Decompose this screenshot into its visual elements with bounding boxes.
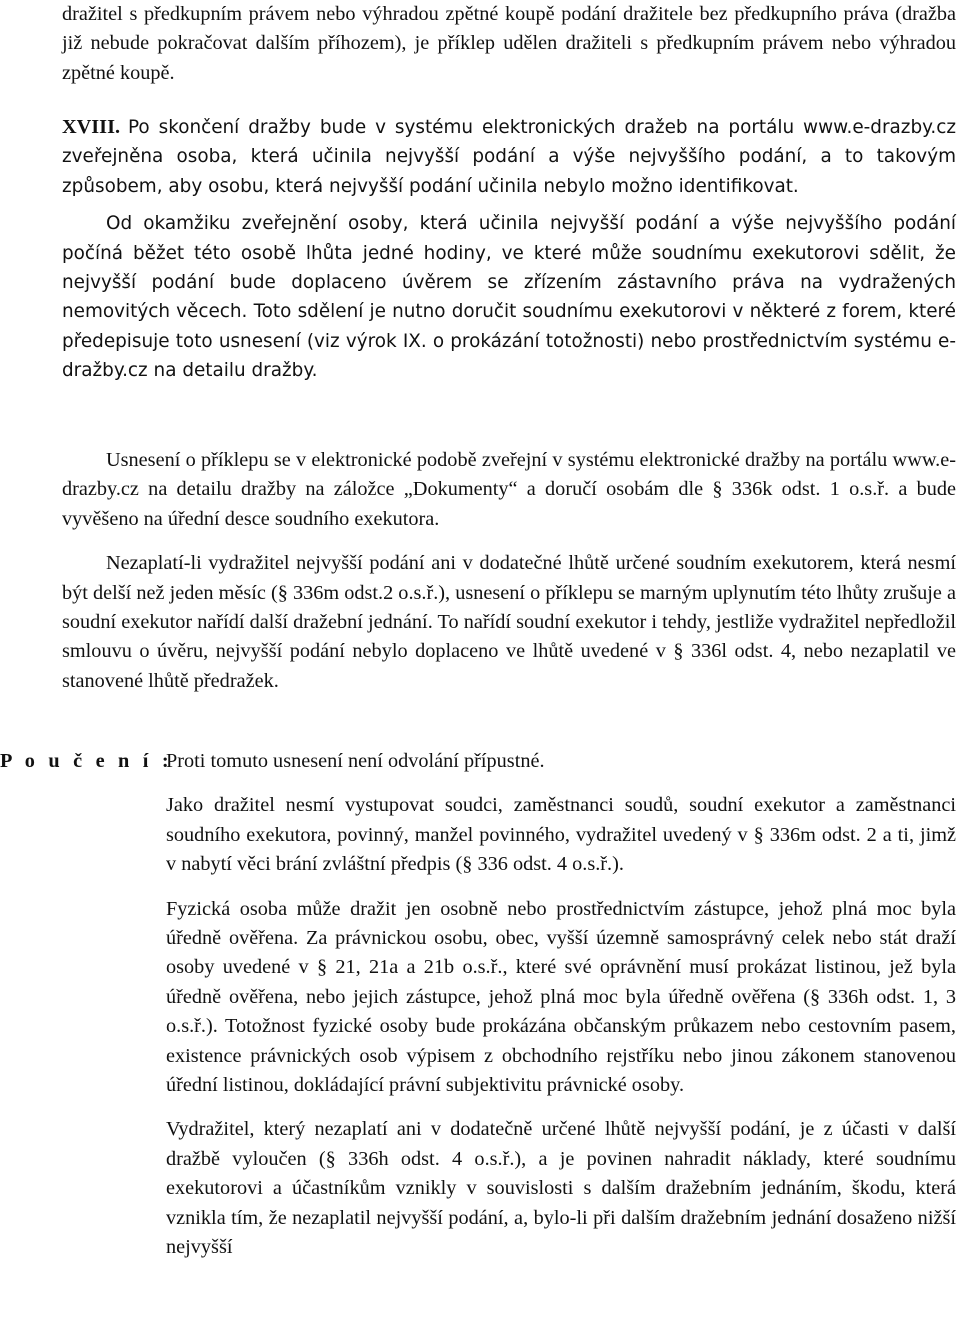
pouceni-paragraph-2: Jako dražitel nesmí vystupovat soudci, zaměstnanci soudů, soudní exekutor a zaměstnanci soudního exekutora, povinný, manžel povinného, vydražitel uvedený v § 336m odst. 2 a ti, jimž v nabytí věci brání zvláštní předpis (§ 336 odst. 4 o.s.ř.). [166, 794, 956, 876]
section-19-paragraph-2: Nezaplatí-li vydražitel nejvyšší podání ani v dodatečné lhůtě určené soudním exekutorem, která nesmí být delší než jeden měsíc (§ 336m odst.2 o.s.ř.), usnesení o příklepu se marným uplynutím této lhůty zrušuje a soudní exekutor nařídí další dražební jednání. To nařídí soudní exekutor i tehdy, jestliže vydražitel nepředložil smlouvu o úvěru, nejvyšší podání nebylo doplaceno ve lhůtě uvedené v § 336l odst. 4, nebo nezaplatil ve stanovené lhůtě předražek. [62, 552, 956, 692]
pouceni-section [166, 747, 956, 1263]
section-18-number: XVIII. [62, 116, 121, 138]
pouceni-paragraph-4: Vydražitel, který nezaplatí ani v dodatečně určené lhůtě nejvyšší podání, je z účasti v další dražbě vyloučen (§ 336h odst. 4 o.s.ř.), a je povinen nahradit náklady, které soudnímu exekutorovi a účastníkům vznikly v souvislosti s dalším dražebním jednáním, škodu, která vznikla tím, že nezaplatil nejvyšší podání, a, bylo-li při dalším dražebním jednání dosaženo nižší nejvyšší [166, 1118, 956, 1259]
section-18-text-1: Po skončení dražby bude v systému elektronických dražeb na portálu www.e-drazby.cz zveřejněna osoba, která učinila nejvyšší podání a výše nejvyššího podání, a to takovým způsobem, aby osobu, která nejvyšší podání učinila nebylo možno identifikovat. [62, 117, 956, 197]
section-18 [62, 113, 956, 386]
pouceni-paragraph-1: Proti tomuto usnesení není odvolání přípustné. [166, 750, 545, 772]
section-19-number [4, 446, 106, 475]
section-19-paragraph-1 [62, 446, 956, 534]
section-19 [62, 446, 956, 696]
section-18-paragraph-1 [62, 113, 956, 201]
section-19-text-1: Usnesení o příklepu se v elektronické podobě zveřejní v systému elektronické dražby na portálu www.e-drazby.cz na detailu dražby na záložce „Dokumenty“ a doručí osobám dle § 336k odst. 1 o.s.ř. a bude vyvěšeno na úřední desce soudního exekutora. [62, 449, 956, 530]
pouceni-label: P o u č e n í : [0, 750, 173, 772]
intro-paragraph: dražitel s předkupním právem nebo výhradou zpětné koupě podání dražitele bez předkupního práva (dražba již nebude pokračovat dalším příhozem), je příklep udělen dražiteli s předkupním právem nebo výhradou zpětné koupě. [62, 3, 956, 84]
intro-block [62, 0, 956, 88]
pouceni-paragraph-3: Fyzická osoba může dražit jen osobně nebo prostřednictvím zástupce, jehož plná moc byla úředně ověřena. Za právnickou osobu, obec, vyšší územně samosprávný celek nebo stát draží osoby uvedené v § 21, 21a a 21b o.s.ř., které své oprávnění musí prokázat listinou, jež byla úředně ověřena, nebo jejich zástupce, jehož plná moc byla úředně ověřena (§ 336h odst. 1, 3 o.s.ř.). Totožnost fyzické osoby bude prokázána občanským průkazem nebo cestovním pasem, existence právnických osob výpisem z obchodního rejstříku nebo jinou zákonem stanovenou úřední listinou, dokládající právní subjektivitu právnické osoby. [166, 897, 956, 1097]
section-18-paragraph-2: Od okamžiku zveřejnění osoby, která učinila nejvyšší podání a výše nejvyššího podání počíná běžet této osobě lhůta jedné hodiny, ve které může soudnímu exekutorovi sdělit, že nejvyšší podání bude doplaceno úvěrem se zřízením zástavního práva na vydražených nemovitých věcech. Toto sdělení je nutno doručit soudnímu exekutorovi v některé z forem, které předepisuje toto usnesení (viz výrok IX. o prokázání totožnosti) nebo prostřednictvím systému e-dražby.cz na detailu dražby. [62, 213, 956, 382]
